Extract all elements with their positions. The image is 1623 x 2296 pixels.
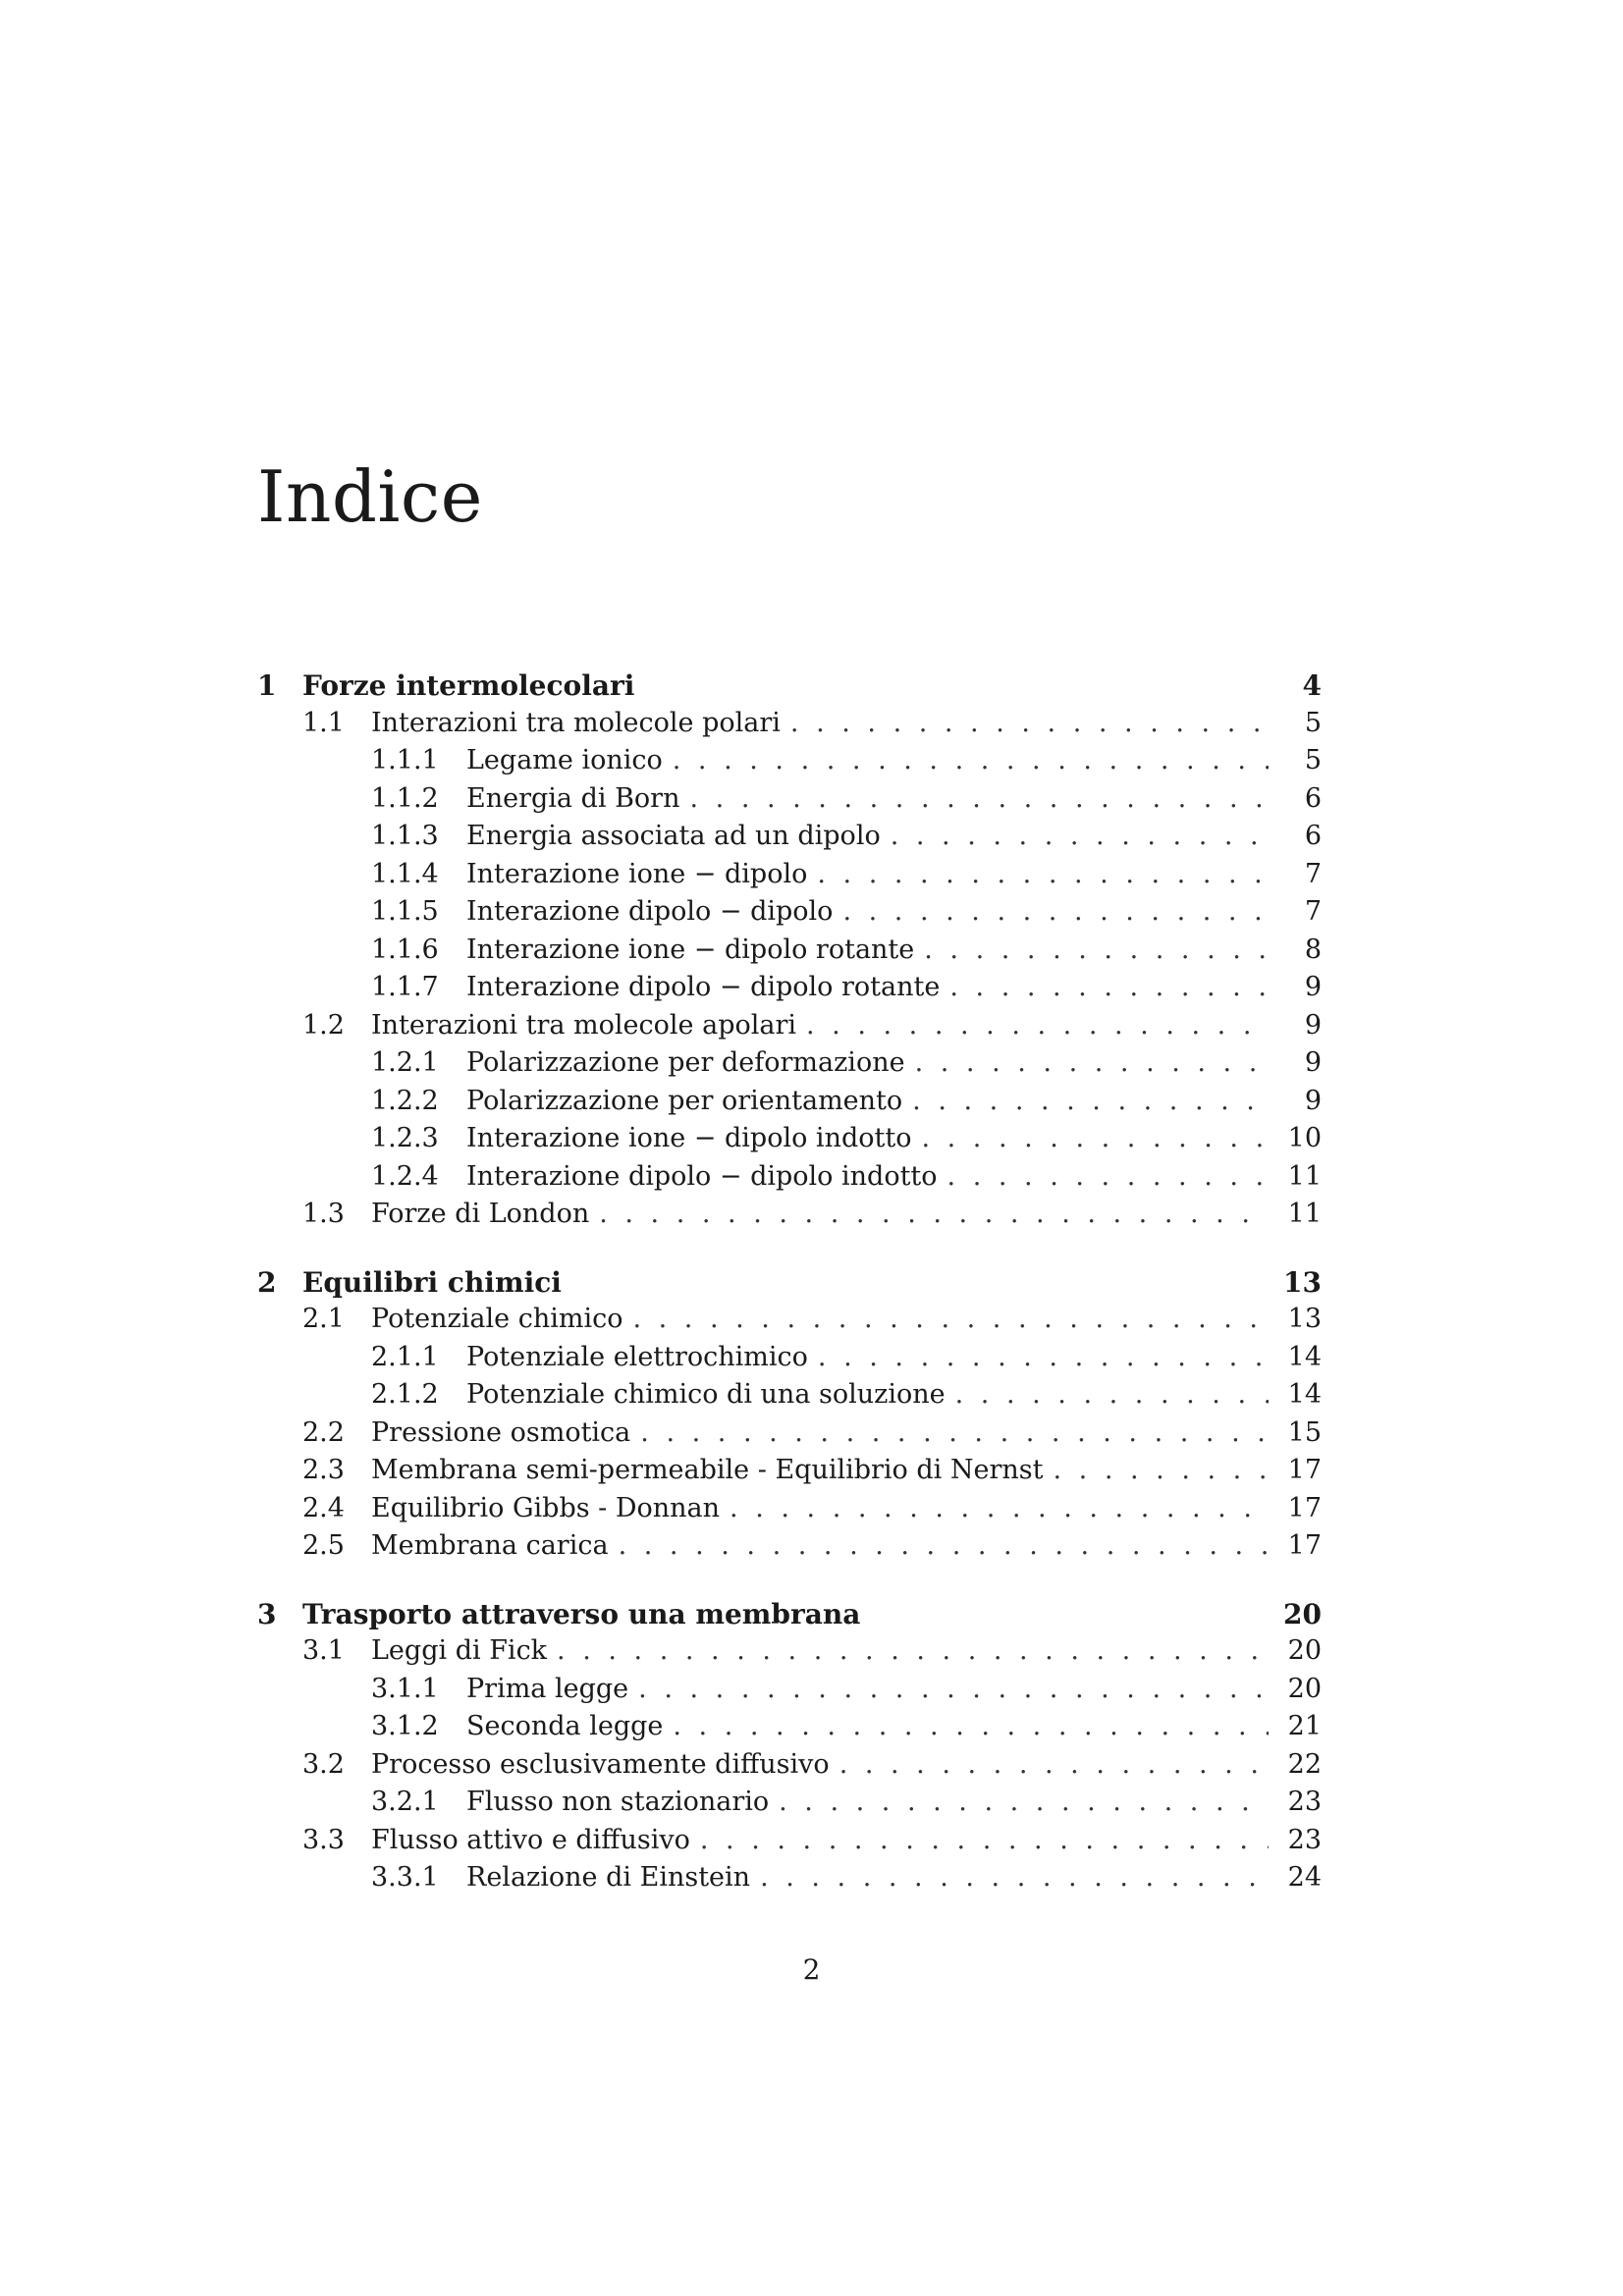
toc-entry-page: 7	[1304, 858, 1322, 889]
toc-entry-title: Potenziale elettrochimico	[466, 1341, 808, 1372]
toc-entry-title: Polarizzazione per orientamento	[466, 1085, 903, 1116]
toc-subsection-entry[interactable]	[257, 745, 1322, 783]
toc-dot-leader	[779, 1787, 1269, 1817]
toc-dot-leader	[730, 1493, 1269, 1523]
toc-dot-leader	[839, 1749, 1269, 1780]
toc-entry-number: 1.2.3	[371, 1123, 439, 1153]
toc-subsection-entry[interactable]	[257, 1123, 1322, 1161]
page-number: 2	[802, 1953, 821, 1986]
toc-dot-leader	[640, 1417, 1269, 1448]
toc-entry-title: Interazione ione − dipolo	[466, 858, 808, 889]
toc-entry-title: Equilibrio Gibbs - Donnan	[371, 1492, 721, 1523]
toc-section-entry[interactable]	[257, 1635, 1322, 1674]
toc-entry-title: Potenziale chimico	[371, 1304, 623, 1334]
toc-entry-number: 1.1.3	[371, 821, 439, 851]
toc-entry-page: 20	[1287, 1635, 1322, 1666]
toc-section-entry[interactable]	[257, 1493, 1322, 1531]
toc-entry-title: Membrana semi-permeabile - Equilibrio di Nernst	[371, 1455, 1044, 1485]
toc-entry-number: 3.3.1	[371, 1862, 439, 1893]
toc-entry-page: 7	[1304, 896, 1322, 927]
toc-subsection-entry[interactable]	[257, 896, 1322, 934]
toc-entry-title: Flusso attivo e diffusivo	[371, 1824, 690, 1855]
toc-entry-number: 1	[257, 669, 277, 702]
toc-subsection-entry[interactable]	[257, 859, 1322, 897]
toc-entry-number: 2.4	[302, 1492, 345, 1523]
toc-section-entry[interactable]	[257, 1417, 1322, 1456]
toc-subsection-entry[interactable]	[257, 1086, 1322, 1124]
toc-entry-title: Interazioni tra molecole apolari	[371, 1009, 797, 1041]
toc-entry-page: 11	[1287, 1160, 1322, 1192]
toc-section-entry[interactable]	[257, 1825, 1322, 1863]
toc-entry-page: 6	[1304, 782, 1322, 814]
toc-dot-leader	[638, 1674, 1269, 1704]
toc-entry-title: Forze di London	[371, 1199, 590, 1229]
toc-entry-page: 9	[1304, 972, 1322, 1002]
toc-dot-leader	[673, 1711, 1269, 1741]
toc-entry-title: Interazione dipolo − dipolo	[466, 896, 834, 927]
toc-section-entry[interactable]	[257, 1455, 1322, 1493]
toc-entry-number: 3.2.1	[371, 1787, 439, 1817]
toc-subsection-entry[interactable]	[257, 783, 1322, 822]
toc-entry-title: Equilibri chimici	[302, 1265, 562, 1299]
toc-subsection-entry[interactable]	[257, 1862, 1322, 1900]
toc-entry-number: 3.3	[302, 1824, 345, 1855]
toc-entry-page: 4	[1302, 669, 1322, 702]
toc-entry-number: 1.1.2	[371, 782, 439, 814]
toc-entry-title: Energia associata ad un dipolo	[466, 821, 881, 851]
toc-entry-title: Processo esclusivamente diffusivo	[371, 1748, 830, 1780]
toc-entry-number: 1.2.1	[371, 1047, 439, 1078]
toc-subsection-entry[interactable]	[257, 1342, 1322, 1380]
toc-entry-page: 17	[1287, 1455, 1322, 1485]
toc-entry-page: 6	[1304, 821, 1322, 851]
toc-entry-title: Forze intermolecolari	[302, 669, 635, 702]
toc-subsection-entry[interactable]	[257, 934, 1322, 973]
toc-dot-leader	[842, 896, 1269, 927]
toc-entry-number: 2	[257, 1265, 277, 1299]
toc-entry-number: 3.1	[302, 1635, 345, 1666]
toc-dot-leader	[1054, 1455, 1269, 1485]
toc-subsection-entry[interactable]	[257, 1047, 1322, 1086]
toc-entry-title: Seconda legge	[466, 1711, 664, 1741]
toc-dot-leader	[673, 745, 1269, 775]
toc-entry-title: Polarizzazione per deformazione	[466, 1047, 905, 1078]
toc-dot-leader	[924, 934, 1269, 965]
toc-dot-leader	[817, 859, 1269, 889]
toc-entry-number: 1.1.7	[371, 972, 439, 1002]
toc-dot-leader	[955, 1379, 1269, 1410]
toc-dot-leader	[632, 1304, 1269, 1334]
toc-entry-title: Interazione dipolo − dipolo rotante	[466, 972, 941, 1002]
toc-entry-title: Interazione ione − dipolo rotante	[466, 934, 915, 965]
toc-entry-page: 23	[1287, 1787, 1322, 1817]
toc-chapter-entry[interactable]	[257, 1266, 1322, 1305]
toc-section-entry[interactable]	[257, 1304, 1322, 1342]
toc-entry-page: 17	[1287, 1492, 1322, 1523]
toc-chapter-entry[interactable]	[257, 669, 1322, 708]
toc-entry-number: 1.1	[302, 707, 345, 738]
toc-entry-page: 11	[1287, 1199, 1322, 1229]
toc-section-entry[interactable]	[257, 708, 1322, 746]
toc-entry-number: 1.3	[302, 1199, 345, 1229]
toc-entry-page: 24	[1287, 1862, 1322, 1893]
toc-entry-title: Trasporto attraverso una membrana	[302, 1597, 861, 1630]
toc-entry-page: 13	[1283, 1265, 1322, 1299]
toc-dot-leader	[700, 1825, 1269, 1855]
toc-entry-number: 3.1.2	[371, 1711, 439, 1741]
toc-entry-number: 1.1.4	[371, 858, 439, 889]
toc-chapter-entry[interactable]	[257, 1598, 1322, 1636]
toc-entry-number: 3.1.1	[371, 1673, 439, 1704]
toc-entry-title: Energia di Born	[466, 782, 680, 814]
toc-dot-leader	[912, 1086, 1269, 1116]
toc-entry-title: Pressione osmotica	[371, 1416, 631, 1448]
toc-entry-page: 20	[1287, 1673, 1322, 1704]
toc-entry-page: 9	[1304, 1009, 1322, 1041]
toc-subsection-entry[interactable]	[257, 972, 1322, 1010]
toc-entry-number: 2.1.2	[371, 1379, 439, 1410]
toc-entry-number: 1.1.1	[371, 745, 439, 775]
toc-entry-title: Prima legge	[466, 1673, 629, 1704]
toc-entry-number: 1.1.5	[371, 896, 439, 927]
toc-section-entry[interactable]	[257, 1199, 1322, 1237]
toc-entry-title: Leggi di Fick	[371, 1635, 548, 1666]
toc-subsection-entry[interactable]	[257, 1787, 1322, 1825]
toc-entry-page: 14	[1287, 1379, 1322, 1410]
toc-dot-leader	[557, 1635, 1269, 1666]
toc-entry-page: 23	[1287, 1824, 1322, 1855]
toc-entry-number: 1.1.6	[371, 934, 439, 965]
toc-entry-page: 5	[1304, 745, 1322, 775]
toc-entry-title: Potenziale chimico di una soluzione	[466, 1379, 946, 1410]
toc-subsection-entry[interactable]	[257, 1711, 1322, 1749]
toc-section-entry[interactable]	[257, 1749, 1322, 1788]
toc-subsection-entry[interactable]	[257, 821, 1322, 859]
toc-entry-title: Interazioni tra molecole polari	[371, 707, 781, 738]
toc-dot-leader	[891, 821, 1269, 851]
toc-entry-title: Flusso non stazionario	[466, 1787, 770, 1817]
toc-entry-number: 3	[257, 1597, 277, 1630]
toc-entry-title: Membrana carica	[371, 1530, 609, 1561]
toc-dot-leader	[599, 1199, 1269, 1229]
toc-entry-number: 2.1.1	[371, 1341, 439, 1372]
toc-entry-page: 9	[1304, 1047, 1322, 1078]
toc-entry-page: 13	[1287, 1304, 1322, 1334]
toc-dot-leader	[949, 972, 1269, 1002]
toc-subsection-entry[interactable]	[257, 1379, 1322, 1417]
toc-entry-page: 17	[1287, 1530, 1322, 1561]
toc-dot-leader	[818, 1342, 1269, 1372]
toc-dot-leader	[790, 708, 1269, 738]
toc-entry-title: Interazione dipolo − dipolo indotto	[466, 1160, 938, 1192]
toc-entry-page: 8	[1304, 934, 1322, 965]
toc-entry-number: 1.2.2	[371, 1085, 439, 1116]
toc-dot-leader	[947, 1161, 1269, 1192]
toc-entry-number: 1.2.4	[371, 1160, 439, 1192]
toc-dot-leader	[921, 1123, 1269, 1153]
toc-entry-title: Interazione ione − dipolo indotto	[466, 1123, 912, 1153]
toc-dot-leader	[689, 783, 1269, 814]
toc-section-entry[interactable]	[257, 1010, 1322, 1048]
toc-dot-leader	[915, 1047, 1269, 1078]
toc-dot-leader	[806, 1010, 1269, 1041]
toc-entry-page: 14	[1287, 1341, 1322, 1372]
toc-entry-number: 2.5	[302, 1530, 345, 1561]
toc-entry-page: 5	[1304, 707, 1322, 738]
toc-subsection-entry[interactable]	[257, 1674, 1322, 1712]
toc-entry-page: 15	[1287, 1416, 1322, 1448]
toc-entry-page: 20	[1283, 1597, 1322, 1630]
toc-entry-number: 2.2	[302, 1416, 345, 1448]
toc-entry-number: 2.1	[302, 1304, 345, 1334]
toc-entry-number: 1.2	[302, 1009, 345, 1041]
toc-entry-number: 3.2	[302, 1748, 345, 1780]
toc-dot-leader	[760, 1862, 1269, 1893]
toc-entry-page: 9	[1304, 1085, 1322, 1116]
page-title: Indice	[257, 455, 483, 538]
toc-dot-leader	[619, 1530, 1269, 1561]
table-of-contents	[257, 669, 1322, 1900]
toc-section-entry[interactable]	[257, 1530, 1322, 1569]
toc-entry-page: 22	[1287, 1748, 1322, 1780]
toc-entry-page: 10	[1287, 1123, 1322, 1153]
toc-entry-page: 21	[1287, 1711, 1322, 1741]
toc-entry-title: Relazione di Einstein	[466, 1862, 751, 1893]
toc-entry-title: Legame ionico	[466, 745, 663, 775]
toc-entry-number: 2.3	[302, 1455, 345, 1485]
toc-subsection-entry[interactable]	[257, 1161, 1322, 1200]
